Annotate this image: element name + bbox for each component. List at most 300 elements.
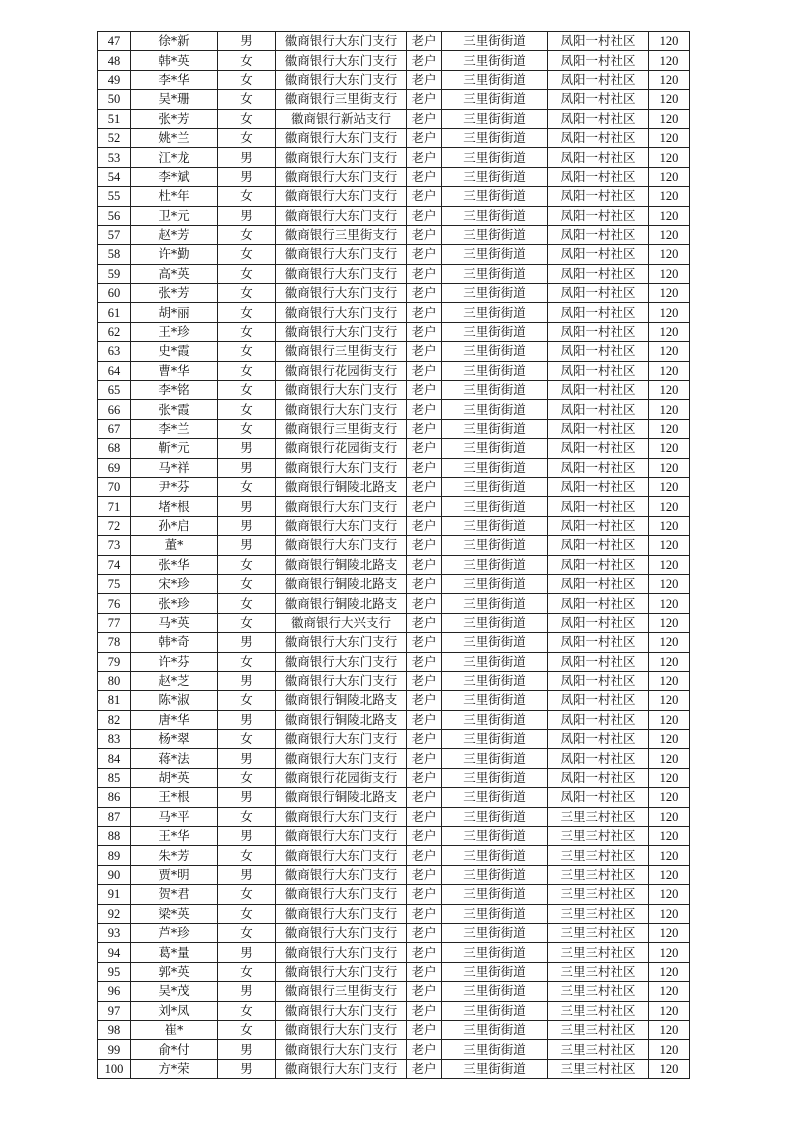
amount-cell: 120 (649, 962, 690, 981)
row-number-cell: 83 (98, 730, 131, 749)
bank-branch-cell: 徽商银行大东门支行 (276, 381, 407, 400)
amount-cell: 120 (649, 536, 690, 555)
amount-cell: 120 (649, 322, 690, 341)
community-cell: 三里三村社区 (548, 846, 649, 865)
bank-branch-cell: 徽商银行大东门支行 (276, 32, 407, 51)
account-type-cell: 老户 (407, 1001, 442, 1020)
community-cell: 凤阳一村社区 (548, 90, 649, 109)
amount-cell: 120 (649, 187, 690, 206)
bank-branch-cell: 徽商银行大东门支行 (276, 865, 407, 884)
account-type-cell: 老户 (407, 303, 442, 322)
bank-branch-cell: 徽商银行大东门支行 (276, 187, 407, 206)
bank-branch-cell: 徽商银行铜陵北路支 (276, 477, 407, 496)
account-type-cell: 老户 (407, 555, 442, 574)
gender-cell: 女 (218, 51, 276, 70)
amount-cell: 120 (649, 691, 690, 710)
gender-cell: 女 (218, 225, 276, 244)
gender-cell: 女 (218, 885, 276, 904)
street-office-cell: 三里街街道 (442, 904, 548, 923)
bank-branch-cell: 徽商银行大东门支行 (276, 749, 407, 768)
street-office-cell: 三里街街道 (442, 303, 548, 322)
recipient-name-cell: 芦*珍 (131, 923, 218, 942)
community-cell: 三里三村社区 (548, 1059, 649, 1078)
account-type-cell: 老户 (407, 90, 442, 109)
recipient-name-cell: 徐*新 (131, 32, 218, 51)
bank-branch-cell: 徽商银行大东门支行 (276, 284, 407, 303)
gender-cell: 男 (218, 865, 276, 884)
street-office-cell: 三里街街道 (442, 284, 548, 303)
table-row (98, 923, 690, 942)
table-row (98, 187, 690, 206)
bank-branch-cell: 徽商银行大东门支行 (276, 885, 407, 904)
row-number-cell: 77 (98, 613, 131, 632)
amount-cell: 120 (649, 923, 690, 942)
gender-cell: 男 (218, 32, 276, 51)
amount-cell: 120 (649, 225, 690, 244)
table-row (98, 32, 690, 51)
table-row (98, 962, 690, 981)
recipient-name-cell: 胡*丽 (131, 303, 218, 322)
account-type-cell: 老户 (407, 885, 442, 904)
bank-branch-cell: 徽商银行大东门支行 (276, 807, 407, 826)
amount-cell: 120 (649, 613, 690, 632)
row-number-cell: 55 (98, 187, 131, 206)
table-row (98, 1040, 690, 1059)
amount-cell: 120 (649, 148, 690, 167)
recipient-name-cell: 蒋*法 (131, 749, 218, 768)
gender-cell: 男 (218, 536, 276, 555)
community-cell: 凤阳一村社区 (548, 788, 649, 807)
bank-branch-cell: 徽商银行大东门支行 (276, 923, 407, 942)
table-row (98, 768, 690, 787)
street-office-cell: 三里街街道 (442, 846, 548, 865)
recipient-name-cell: 许*勤 (131, 245, 218, 264)
amount-cell: 120 (649, 633, 690, 652)
gender-cell: 女 (218, 264, 276, 283)
amount-cell: 120 (649, 497, 690, 516)
account-type-cell: 老户 (407, 671, 442, 690)
community-cell: 凤阳一村社区 (548, 342, 649, 361)
table-row (98, 846, 690, 865)
street-office-cell: 三里街街道 (442, 264, 548, 283)
recipient-name-cell: 史*霞 (131, 342, 218, 361)
community-cell: 三里三村社区 (548, 1001, 649, 1020)
recipient-name-cell: 董* (131, 536, 218, 555)
recipient-name-cell: 贾*明 (131, 865, 218, 884)
gender-cell: 女 (218, 284, 276, 303)
amount-cell: 120 (649, 419, 690, 438)
amount-cell: 120 (649, 1040, 690, 1059)
street-office-cell: 三里街街道 (442, 361, 548, 380)
table-row (98, 206, 690, 225)
community-cell: 三里三村社区 (548, 865, 649, 884)
table-row (98, 109, 690, 128)
bank-branch-cell: 徽商银行铜陵北路支 (276, 788, 407, 807)
bank-branch-cell: 徽商银行铜陵北路支 (276, 691, 407, 710)
bank-branch-cell: 徽商银行大东门支行 (276, 322, 407, 341)
recipient-name-cell: 贺*君 (131, 885, 218, 904)
gender-cell: 女 (218, 342, 276, 361)
row-number-cell: 92 (98, 904, 131, 923)
community-cell: 三里三村社区 (548, 1020, 649, 1039)
recipient-name-cell: 江*龙 (131, 148, 218, 167)
amount-cell: 120 (649, 943, 690, 962)
street-office-cell: 三里街街道 (442, 439, 548, 458)
table-row (98, 788, 690, 807)
community-cell: 凤阳一村社区 (548, 458, 649, 477)
recipient-name-cell: 葛*量 (131, 943, 218, 962)
account-type-cell: 老户 (407, 846, 442, 865)
table-row (98, 710, 690, 729)
account-type-cell: 老户 (407, 381, 442, 400)
row-number-cell: 67 (98, 419, 131, 438)
row-number-cell: 50 (98, 90, 131, 109)
community-cell: 凤阳一村社区 (548, 284, 649, 303)
row-number-cell: 72 (98, 516, 131, 535)
account-type-cell: 老户 (407, 827, 442, 846)
bank-branch-cell: 徽商银行大东门支行 (276, 1020, 407, 1039)
bank-branch-cell: 徽商银行大东门支行 (276, 827, 407, 846)
row-number-cell: 79 (98, 652, 131, 671)
recipient-name-cell: 高*英 (131, 264, 218, 283)
account-type-cell: 老户 (407, 32, 442, 51)
bank-branch-cell: 徽商银行大东门支行 (276, 497, 407, 516)
recipient-name-cell: 李*兰 (131, 419, 218, 438)
gender-cell: 女 (218, 691, 276, 710)
bank-branch-cell: 徽商银行大东门支行 (276, 167, 407, 186)
community-cell: 三里三村社区 (548, 962, 649, 981)
bank-branch-cell: 徽商银行大东门支行 (276, 536, 407, 555)
street-office-cell: 三里街街道 (442, 827, 548, 846)
street-office-cell: 三里街街道 (442, 32, 548, 51)
amount-cell: 120 (649, 245, 690, 264)
recipient-name-cell: 陈*淑 (131, 691, 218, 710)
recipient-name-cell: 杜*年 (131, 187, 218, 206)
table-row (98, 652, 690, 671)
bank-branch-cell: 徽商银行三里街支行 (276, 90, 407, 109)
amount-cell: 120 (649, 32, 690, 51)
street-office-cell: 三里街街道 (442, 1020, 548, 1039)
street-office-cell: 三里街街道 (442, 167, 548, 186)
street-office-cell: 三里街街道 (442, 749, 548, 768)
bank-branch-cell: 徽商银行大东门支行 (276, 206, 407, 225)
account-type-cell: 老户 (407, 1020, 442, 1039)
table-row (98, 671, 690, 690)
bank-branch-cell: 徽商银行花园街支行 (276, 439, 407, 458)
community-cell: 凤阳一村社区 (548, 691, 649, 710)
bank-branch-cell: 徽商银行大东门支行 (276, 671, 407, 690)
street-office-cell: 三里街街道 (442, 187, 548, 206)
row-number-cell: 63 (98, 342, 131, 361)
street-office-cell: 三里街街道 (442, 788, 548, 807)
street-office-cell: 三里街街道 (442, 128, 548, 147)
community-cell: 凤阳一村社区 (548, 419, 649, 438)
table-row (98, 555, 690, 574)
gender-cell: 男 (218, 206, 276, 225)
gender-cell: 女 (218, 555, 276, 574)
gender-cell: 女 (218, 419, 276, 438)
table-row (98, 749, 690, 768)
gender-cell: 男 (218, 827, 276, 846)
amount-cell: 120 (649, 1020, 690, 1039)
amount-cell: 120 (649, 652, 690, 671)
amount-cell: 120 (649, 70, 690, 89)
amount-cell: 120 (649, 885, 690, 904)
row-number-cell: 98 (98, 1020, 131, 1039)
table-row (98, 594, 690, 613)
street-office-cell: 三里街街道 (442, 516, 548, 535)
row-number-cell: 88 (98, 827, 131, 846)
recipient-name-cell: 马*平 (131, 807, 218, 826)
gender-cell: 女 (218, 303, 276, 322)
recipient-name-cell: 韩*奇 (131, 633, 218, 652)
amount-cell: 120 (649, 167, 690, 186)
street-office-cell: 三里街街道 (442, 245, 548, 264)
recipient-name-cell: 吴*珊 (131, 90, 218, 109)
row-number-cell: 85 (98, 768, 131, 787)
community-cell: 三里三村社区 (548, 807, 649, 826)
bank-branch-cell: 徽商银行三里街支行 (276, 982, 407, 1001)
gender-cell: 男 (218, 148, 276, 167)
street-office-cell: 三里街街道 (442, 613, 548, 632)
street-office-cell: 三里街街道 (442, 1059, 548, 1078)
row-number-cell: 51 (98, 109, 131, 128)
amount-cell: 120 (649, 516, 690, 535)
bank-branch-cell: 徽商银行大东门支行 (276, 1059, 407, 1078)
amount-cell: 120 (649, 400, 690, 419)
amount-cell: 120 (649, 284, 690, 303)
bank-branch-cell: 徽商银行大东门支行 (276, 516, 407, 535)
amount-cell: 120 (649, 264, 690, 283)
community-cell: 凤阳一村社区 (548, 730, 649, 749)
street-office-cell: 三里街街道 (442, 51, 548, 70)
community-cell: 凤阳一村社区 (548, 439, 649, 458)
community-cell: 凤阳一村社区 (548, 187, 649, 206)
account-type-cell: 老户 (407, 982, 442, 1001)
gender-cell: 女 (218, 904, 276, 923)
recipient-name-cell: 张*珍 (131, 594, 218, 613)
street-office-cell: 三里街街道 (442, 691, 548, 710)
row-number-cell: 71 (98, 497, 131, 516)
community-cell: 三里三村社区 (548, 1040, 649, 1059)
row-number-cell: 66 (98, 400, 131, 419)
bank-branch-cell: 徽商银行大东门支行 (276, 962, 407, 981)
bank-branch-cell: 徽商银行大东门支行 (276, 400, 407, 419)
table-row (98, 1020, 690, 1039)
amount-cell: 120 (649, 381, 690, 400)
amount-cell: 120 (649, 90, 690, 109)
row-number-cell: 84 (98, 749, 131, 768)
row-number-cell: 53 (98, 148, 131, 167)
street-office-cell: 三里街街道 (442, 322, 548, 341)
gender-cell: 男 (218, 1059, 276, 1078)
row-number-cell: 78 (98, 633, 131, 652)
row-number-cell: 90 (98, 865, 131, 884)
street-office-cell: 三里街街道 (442, 109, 548, 128)
table-row (98, 264, 690, 283)
table-row (98, 284, 690, 303)
community-cell: 凤阳一村社区 (548, 148, 649, 167)
account-type-cell: 老户 (407, 477, 442, 496)
gender-cell: 男 (218, 167, 276, 186)
amount-cell: 120 (649, 749, 690, 768)
street-office-cell: 三里街街道 (442, 206, 548, 225)
amount-cell: 120 (649, 671, 690, 690)
street-office-cell: 三里街街道 (442, 865, 548, 884)
bank-branch-cell: 徽商银行大东门支行 (276, 148, 407, 167)
amount-cell: 120 (649, 807, 690, 826)
table-row (98, 70, 690, 89)
community-cell: 凤阳一村社区 (548, 633, 649, 652)
recipient-name-cell: 吴*茂 (131, 982, 218, 1001)
gender-cell: 女 (218, 245, 276, 264)
recipient-name-cell: 张*芳 (131, 109, 218, 128)
recipient-name-cell: 朱*芳 (131, 846, 218, 865)
gender-cell: 女 (218, 652, 276, 671)
table-row (98, 419, 690, 438)
account-type-cell: 老户 (407, 516, 442, 535)
recipient-name-cell: 梁*英 (131, 904, 218, 923)
amount-cell: 120 (649, 1001, 690, 1020)
gender-cell: 女 (218, 70, 276, 89)
amount-cell: 120 (649, 477, 690, 496)
gender-cell: 男 (218, 671, 276, 690)
community-cell: 凤阳一村社区 (548, 361, 649, 380)
account-type-cell: 老户 (407, 361, 442, 380)
recipient-name-cell: 刘*凤 (131, 1001, 218, 1020)
account-type-cell: 老户 (407, 1040, 442, 1059)
bank-branch-cell: 徽商银行大东门支行 (276, 128, 407, 147)
table-row (98, 303, 690, 322)
gender-cell: 女 (218, 962, 276, 981)
recipient-name-cell: 靳*元 (131, 439, 218, 458)
row-number-cell: 49 (98, 70, 131, 89)
amount-cell: 120 (649, 904, 690, 923)
community-cell: 凤阳一村社区 (548, 245, 649, 264)
bank-branch-cell: 徽商银行大东门支行 (276, 846, 407, 865)
recipient-name-cell: 宋*珍 (131, 574, 218, 593)
community-cell: 三里三村社区 (548, 982, 649, 1001)
street-office-cell: 三里街街道 (442, 633, 548, 652)
row-number-cell: 99 (98, 1040, 131, 1059)
street-office-cell: 三里街街道 (442, 923, 548, 942)
amount-cell: 120 (649, 342, 690, 361)
table-row (98, 730, 690, 749)
row-number-cell: 75 (98, 574, 131, 593)
recipient-name-cell: 唐*华 (131, 710, 218, 729)
row-number-cell: 97 (98, 1001, 131, 1020)
bank-branch-cell: 徽商银行花园街支行 (276, 361, 407, 380)
row-number-cell: 62 (98, 322, 131, 341)
community-cell: 凤阳一村社区 (548, 51, 649, 70)
community-cell: 凤阳一村社区 (548, 574, 649, 593)
gender-cell: 男 (218, 633, 276, 652)
gender-cell: 女 (218, 768, 276, 787)
account-type-cell: 老户 (407, 613, 442, 632)
recipient-name-cell: 杨*翠 (131, 730, 218, 749)
table-row (98, 51, 690, 70)
community-cell: 凤阳一村社区 (548, 322, 649, 341)
bank-branch-cell: 徽商银行三里街支行 (276, 225, 407, 244)
gender-cell: 女 (218, 109, 276, 128)
table-row (98, 943, 690, 962)
street-office-cell: 三里街街道 (442, 555, 548, 574)
account-type-cell: 老户 (407, 710, 442, 729)
bank-branch-cell: 徽商银行大东门支行 (276, 633, 407, 652)
recipient-name-cell: 俞*付 (131, 1040, 218, 1059)
account-type-cell: 老户 (407, 148, 442, 167)
amount-cell: 120 (649, 555, 690, 574)
account-type-cell: 老户 (407, 342, 442, 361)
street-office-cell: 三里街街道 (442, 710, 548, 729)
gender-cell: 男 (218, 497, 276, 516)
account-type-cell: 老户 (407, 400, 442, 419)
amount-cell: 120 (649, 982, 690, 1001)
amount-cell: 120 (649, 51, 690, 70)
account-type-cell: 老户 (407, 652, 442, 671)
bank-branch-cell: 徽商银行大东门支行 (276, 303, 407, 322)
bank-branch-cell: 徽商银行大东门支行 (276, 245, 407, 264)
street-office-cell: 三里街街道 (442, 885, 548, 904)
community-cell: 三里三村社区 (548, 885, 649, 904)
account-type-cell: 老户 (407, 633, 442, 652)
table-row (98, 807, 690, 826)
bank-branch-cell: 徽商银行大东门支行 (276, 1001, 407, 1020)
street-office-cell: 三里街街道 (442, 962, 548, 981)
row-number-cell: 60 (98, 284, 131, 303)
row-number-cell: 64 (98, 361, 131, 380)
gender-cell: 女 (218, 574, 276, 593)
community-cell: 凤阳一村社区 (548, 671, 649, 690)
gender-cell: 男 (218, 1040, 276, 1059)
community-cell: 三里三村社区 (548, 923, 649, 942)
amount-cell: 120 (649, 303, 690, 322)
street-office-cell: 三里街街道 (442, 1040, 548, 1059)
street-office-cell: 三里街街道 (442, 148, 548, 167)
recipient-name-cell: 王*华 (131, 827, 218, 846)
row-number-cell: 73 (98, 536, 131, 555)
gender-cell: 女 (218, 807, 276, 826)
account-type-cell: 老户 (407, 962, 442, 981)
account-type-cell: 老户 (407, 594, 442, 613)
table-row (98, 128, 690, 147)
roster-body (98, 32, 690, 1079)
row-number-cell: 96 (98, 982, 131, 1001)
amount-cell: 120 (649, 788, 690, 807)
account-type-cell: 老户 (407, 788, 442, 807)
street-office-cell: 三里街街道 (442, 458, 548, 477)
gender-cell: 女 (218, 128, 276, 147)
street-office-cell: 三里街街道 (442, 400, 548, 419)
gender-cell: 女 (218, 594, 276, 613)
table-row (98, 167, 690, 186)
table-row (98, 497, 690, 516)
table-row (98, 904, 690, 923)
account-type-cell: 老户 (407, 167, 442, 186)
community-cell: 凤阳一村社区 (548, 497, 649, 516)
row-number-cell: 93 (98, 923, 131, 942)
table-row (98, 477, 690, 496)
account-type-cell: 老户 (407, 245, 442, 264)
bank-branch-cell: 徽商银行花园街支行 (276, 768, 407, 787)
recipient-name-cell: 张*芳 (131, 284, 218, 303)
gender-cell: 女 (218, 187, 276, 206)
table-row (98, 458, 690, 477)
gender-cell: 男 (218, 439, 276, 458)
amount-cell: 120 (649, 458, 690, 477)
table-row (98, 400, 690, 419)
community-cell: 凤阳一村社区 (548, 555, 649, 574)
